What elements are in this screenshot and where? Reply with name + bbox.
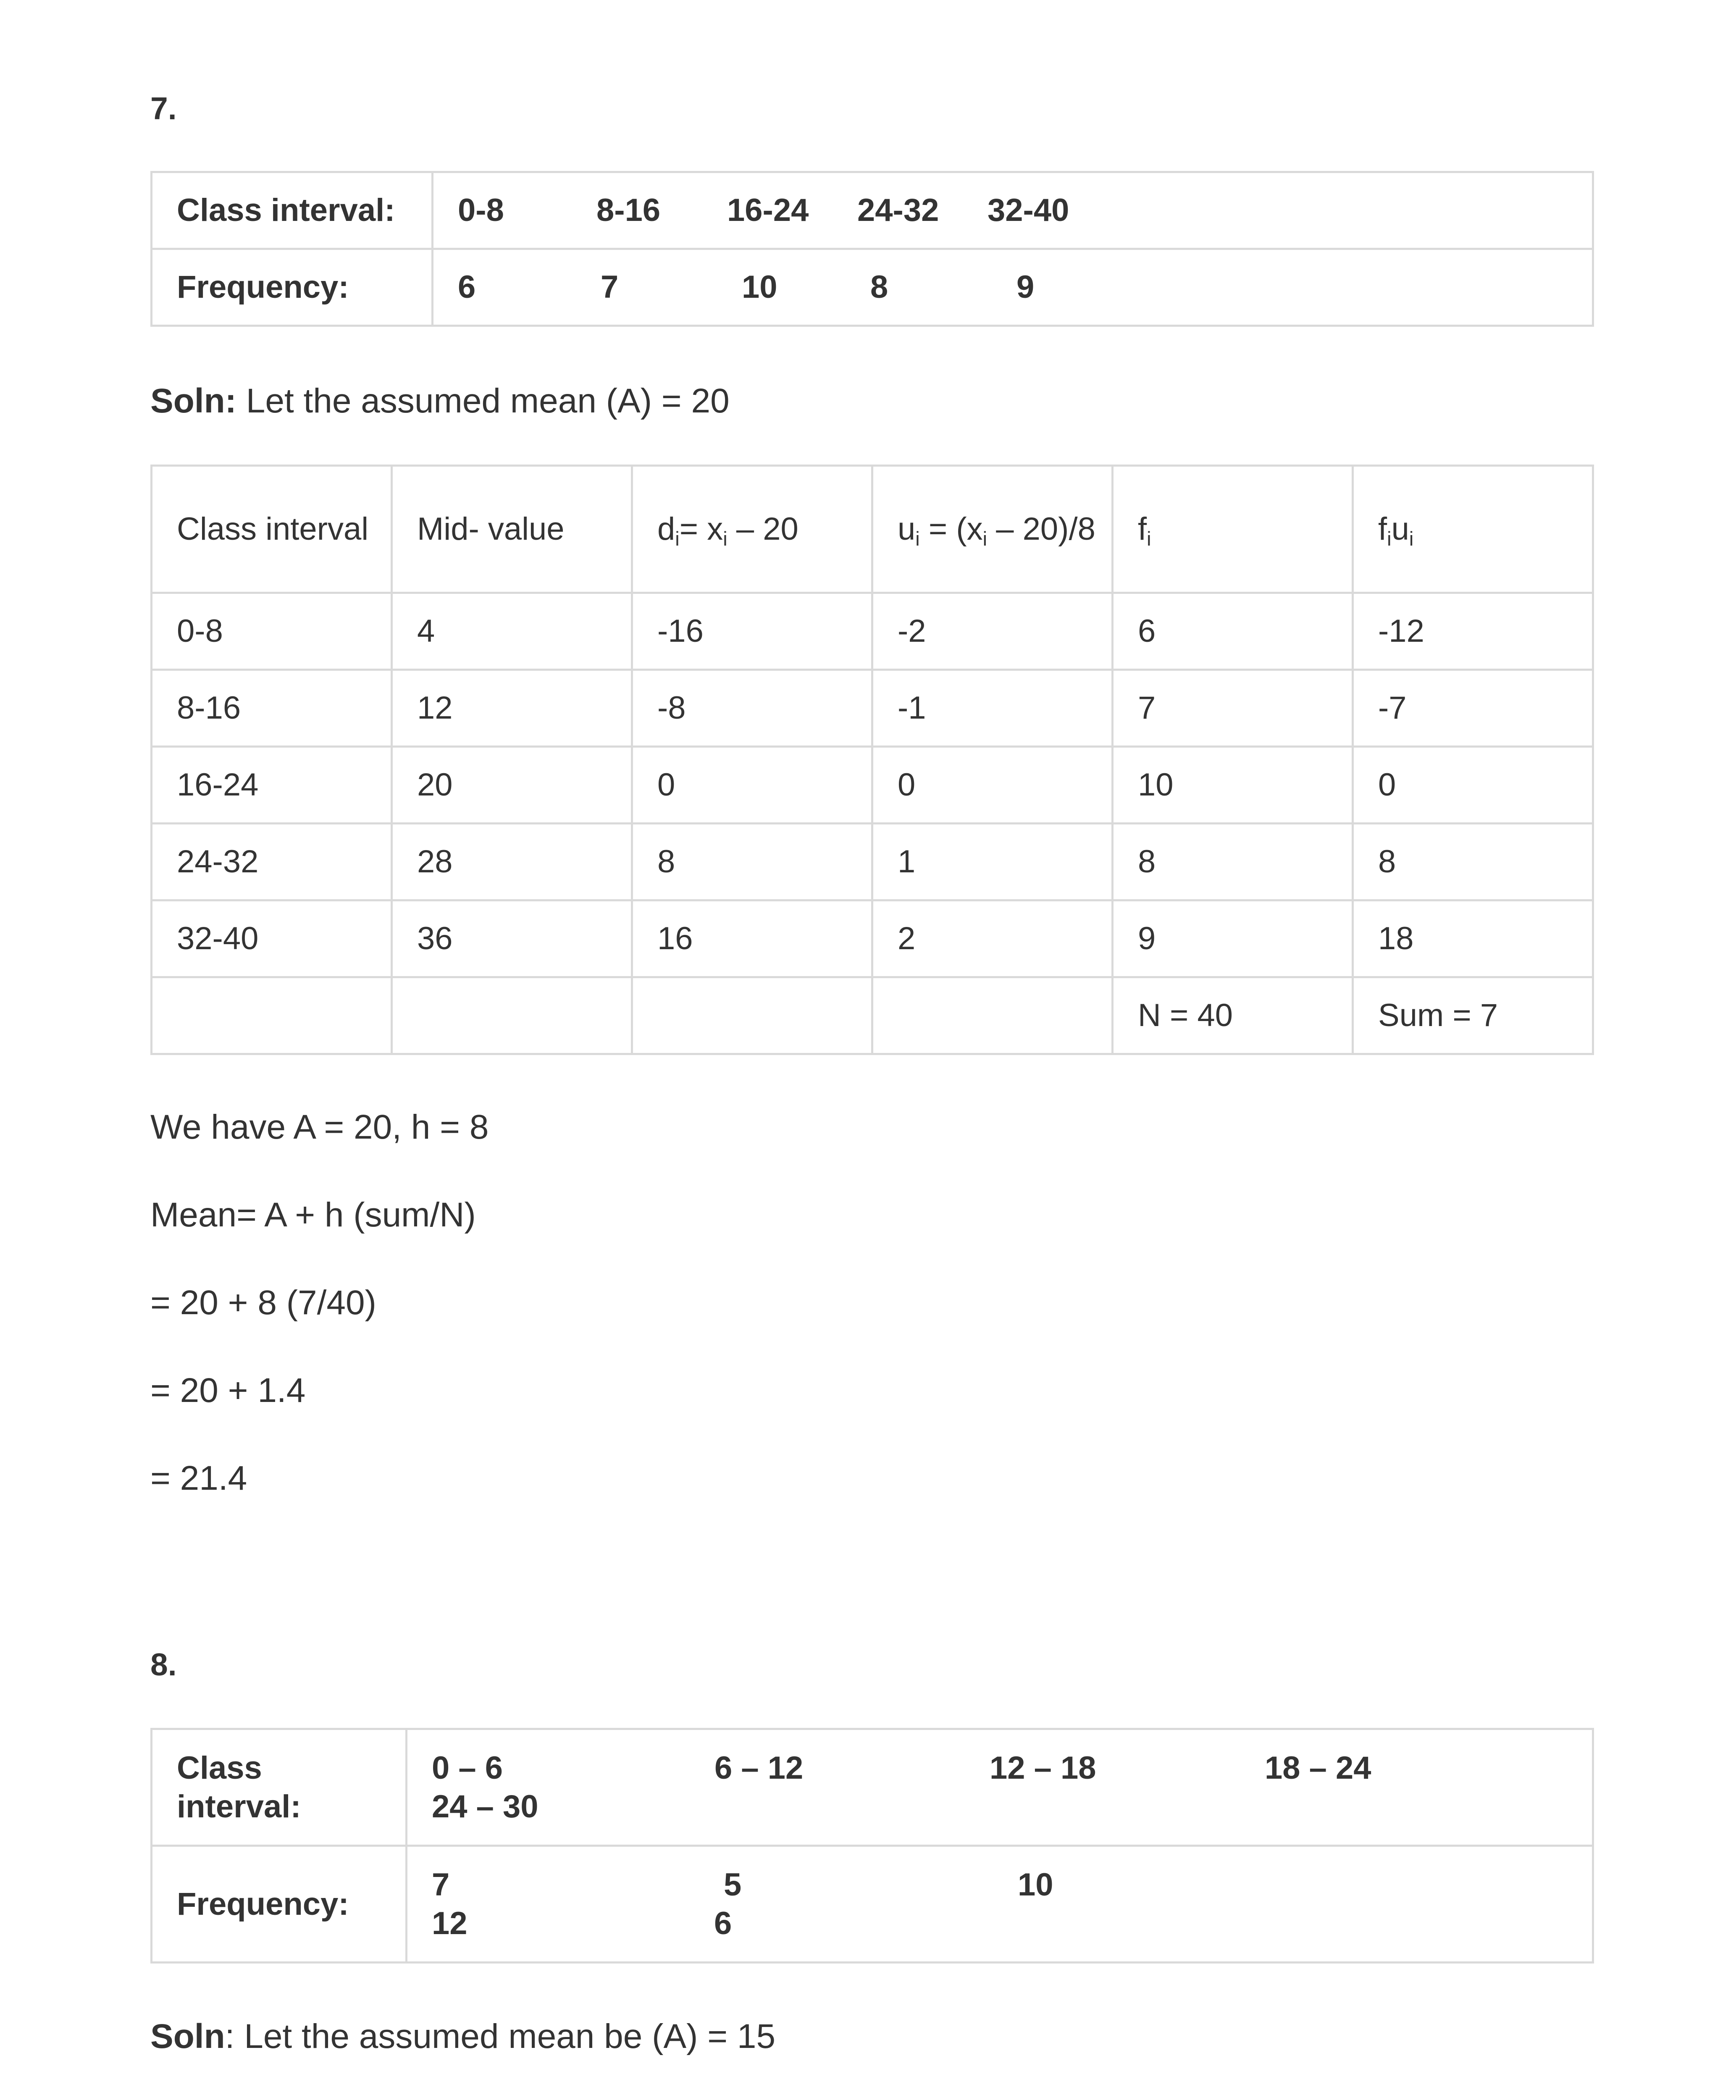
- interval-cell: 12 – 18: [990, 1750, 1096, 1786]
- total-product: Sum = 7: [1353, 977, 1593, 1054]
- cell: 8: [632, 824, 872, 900]
- cell: -7: [1353, 670, 1593, 747]
- soln-label: Soln: [150, 2017, 225, 2055]
- cell: 0: [872, 747, 1113, 824]
- soln-text: : Let the assumed mean be (A) = 15: [225, 2017, 776, 2055]
- frequency-cell: 8: [870, 269, 888, 305]
- cell: 18: [1353, 900, 1593, 977]
- frequency-values: [407, 1846, 1593, 1963]
- frequency-cell: 6: [714, 1905, 732, 1941]
- calc-line: = 20 + 8 (7/40): [150, 1284, 376, 1322]
- frequency-cell: 6: [458, 269, 476, 305]
- cell: 6: [1113, 593, 1353, 670]
- table-row: [152, 593, 1593, 670]
- interval-cell: 32-40: [987, 192, 1069, 228]
- cell: 36: [392, 900, 632, 977]
- cell: 2: [872, 900, 1113, 977]
- header-frequency: $f_i$: [1113, 466, 1353, 593]
- header-mid-value: Mid- value: [392, 466, 632, 593]
- cell: 7: [1113, 670, 1353, 747]
- cell: -2: [872, 593, 1113, 670]
- header-class-interval: Class interval: [152, 466, 392, 593]
- cell: 0: [1353, 747, 1593, 824]
- cell: 0: [632, 747, 872, 824]
- cell: 8: [1353, 824, 1593, 900]
- row-label-frequency: Frequency:: [152, 249, 433, 326]
- cell: [392, 977, 632, 1054]
- frequency-cell: 7: [601, 269, 619, 305]
- row-label-class-interval: Class interval:: [152, 172, 433, 249]
- total-frequency: N = 40: [1113, 977, 1353, 1054]
- question-number: 7.: [150, 91, 177, 126]
- cell: [632, 977, 872, 1054]
- cell: 16-24: [152, 747, 392, 824]
- calc-line: We have A = 20, h = 8: [150, 1108, 489, 1146]
- header-deviation: $d_i= x_i - 20$: [632, 466, 872, 593]
- cell: 10: [1113, 747, 1353, 824]
- interval-cell: 6 – 12: [714, 1750, 804, 1786]
- row-label-frequency: Frequency:: [152, 1846, 407, 1963]
- cell: 12: [392, 670, 632, 747]
- cell: 20: [392, 747, 632, 824]
- calc-line: = 20 + 1.4: [150, 1371, 306, 1410]
- frequency-cell: 5: [724, 1867, 742, 1903]
- table-row: [152, 900, 1593, 977]
- cell: -16: [632, 593, 872, 670]
- frequency-cell: 10: [742, 269, 777, 305]
- cell: -8: [632, 670, 872, 747]
- given-data-table: [150, 171, 1594, 327]
- cell: 0-8: [152, 593, 392, 670]
- cell: 24-32: [152, 824, 392, 900]
- cell: 1: [872, 824, 1113, 900]
- cell: 4: [392, 593, 632, 670]
- question-number: 8.: [150, 1647, 177, 1682]
- given-data-table: [150, 1728, 1594, 1964]
- cell: [152, 977, 392, 1054]
- calc-line: Mean= A + h (sum/N): [150, 1196, 476, 1234]
- cell: [872, 977, 1113, 1054]
- interval-cell: 24 – 30: [432, 1788, 538, 1824]
- interval-cell: 0-8: [458, 192, 504, 228]
- interval-cell: 24-32: [857, 192, 939, 228]
- cell: 28: [392, 824, 632, 900]
- table-row: [152, 824, 1593, 900]
- solution-table: [150, 465, 1594, 1055]
- solution-intro: [150, 381, 730, 422]
- frequency-values: [433, 249, 1593, 326]
- cell: 8: [1113, 824, 1353, 900]
- table-header-row: [152, 466, 1593, 593]
- interval-cell: 16-24: [727, 192, 809, 228]
- cell: -1: [872, 670, 1113, 747]
- interval-cell: 8-16: [596, 192, 661, 228]
- interval-cell: 18 – 24: [1265, 1750, 1371, 1786]
- calc-line: = 21.4: [150, 1459, 247, 1497]
- class-interval-values: [407, 1729, 1593, 1846]
- solution-intro: [150, 2016, 775, 2057]
- cell: -12: [1353, 593, 1593, 670]
- table-total-row: [152, 977, 1593, 1054]
- cell: 9: [1113, 900, 1353, 977]
- cell: 8-16: [152, 670, 392, 747]
- frequency-cell: 7: [432, 1867, 450, 1903]
- table-row: [152, 747, 1593, 824]
- cell: 16: [632, 900, 872, 977]
- cell: 32-40: [152, 900, 392, 977]
- table-row: [152, 670, 1593, 747]
- interval-cell: 0 – 6: [432, 1750, 503, 1786]
- header-step-deviation: $u_i = (x_i - 20)/8$: [872, 466, 1113, 593]
- row-label-class-interval: Class interval:: [152, 1729, 407, 1846]
- soln-text: Let the assumed mean (A) = 20: [236, 382, 730, 420]
- header-product: $f_iu_i$: [1353, 466, 1593, 593]
- frequency-cell: 10: [1018, 1867, 1053, 1903]
- frequency-cell: 9: [1016, 269, 1035, 305]
- soln-label: Soln:: [150, 382, 236, 420]
- class-interval-values: [433, 172, 1593, 249]
- frequency-cell: 12: [432, 1905, 467, 1941]
